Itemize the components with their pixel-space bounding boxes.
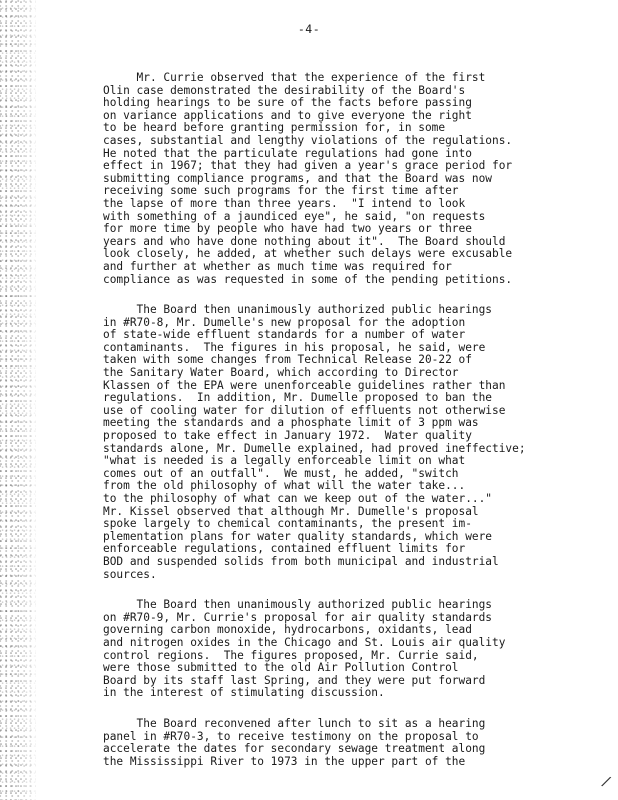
paragraph-r70-3-hearing: The Board reconvened after lunch to sit as a hearing panel in #R70-3, to receive testimony on the proposal to accelerate the dates for secondary sewage treatment along the Mississippi River to 1973 in the upper part of the: [103, 716, 486, 768]
document-body: [103, 72, 573, 768]
paragraph-r70-9-hearings: The Board then unanimously authorized public hearings on #R70-9, Mr. Currie's proposal for air quality standards governing carbon monoxide, hydrocarbons, oxidants, lead and nitrogen oxides in the Chicago and St. Louis air quality control regions. The figures proposed, Mr. Currie said, were those submitted to the old Air Pollution Control Board by its staff last Spring, and they were put forward in the interest of stimulating discussion.: [103, 598, 506, 700]
scan-corner-mark: /: [599, 773, 613, 791]
scan-edge-fade: [18, 0, 40, 800]
paragraph-currie-observation: Mr. Currie observed that the experience of the first Olin case demonstrated the desirability of the Board's holding hearings to be sure of the facts before passing on variance applications and to give everyone the right to be heard before granting permission for, in some cases, substantial and lengthy violations of the regulations. He noted that the particulate regulations had gone into effect in 1967; that they had given a year's grace period for submitting compliance programs, and that the Board was now receiving some such programs for the first time after the lapse of more than three years. "I intend to look with something of a jaundiced eye", he said, "on requests for more time by people who have had two years or three years and who have done nothing about it". The Board should look closely, he added, at whether such delays were excusable and further at whether as much time was required for compliance as was requested in some of the pending petitions.: [103, 71, 513, 286]
page-number: -4-: [297, 22, 321, 36]
paragraph-r70-8-hearings: The Board then unanimously authorized public hearings in #R70-8, Mr. Dumelle's new proposal for the adoption of state-wide effluent standards for a number of water contaminants. The figures in his proposal, he said, were taken with some changes from Technical Release 20-22 of the Sanitary Water Board, which according to Director Klassen of the EPA were unenforceable guidelines rather than regulations. In addition, Mr. Dumelle proposed to ban the use of cooling water for dilution of effluents not otherwise meeting the standards and a phosphate limit of 3 ppm was proposed to take effect in January 1972. Water quality standards alone, Mr. Dumelle explained, had proved ineffective; "what is needed is a legally enforceable limit on what comes out of an outfall". We must, he added, "switch from the old philosophy of what will the water take... to the philosophy of what can we keep out of the water..." Mr. Kissel observed that although Mr. Dumelle's proposal spoke largely to chemical contaminants, the present im- plementation plans for water quality standards, which were enforceable regulations, contained effluent limits for BOD and suspended solids from both municipal and industrial sources.: [103, 303, 526, 581]
